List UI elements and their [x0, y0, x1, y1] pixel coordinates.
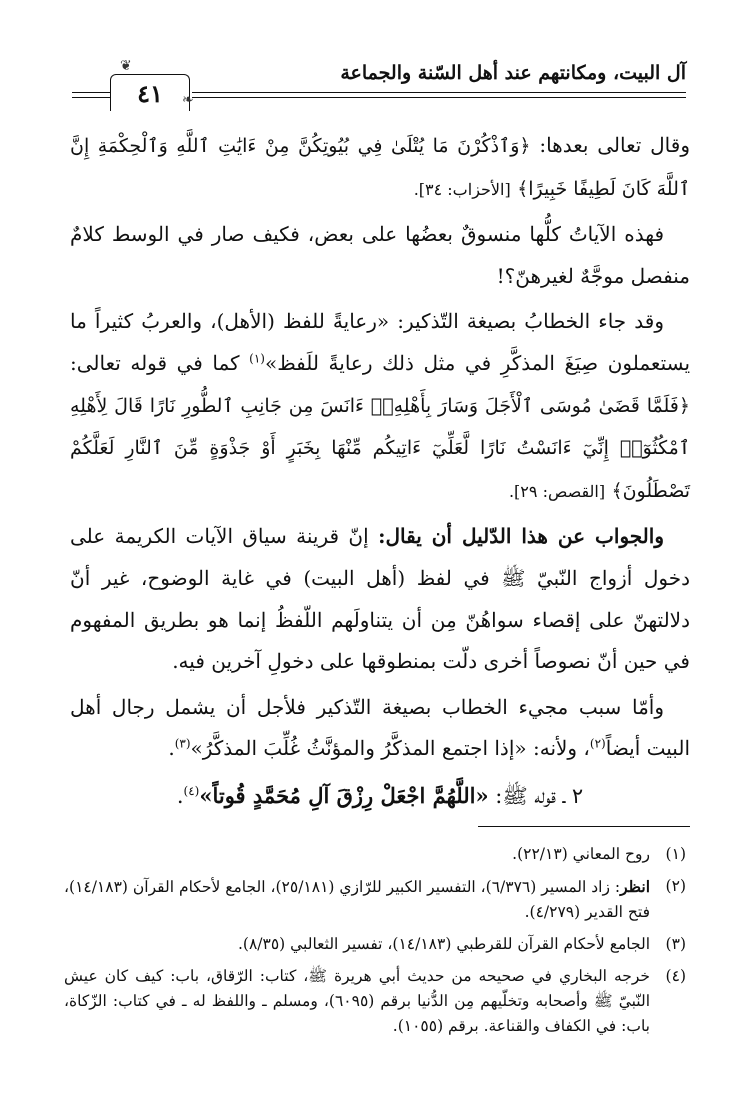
footnote	[64, 874, 686, 925]
paragraph-text: وأمّا سبب مجيء الخطاب بصيغة التّذكير فلأجل أن يشمل رجال أهل البيت أيضاً	[70, 694, 690, 761]
paragraph-text: وقال تعالى بعدها:	[530, 133, 690, 157]
paragraph-text: وقد جاء الخطابُ بصيغة التّذكير: «رعايةً للفظ (الأهل)، والعربُ كثيراً ما يستعملون صِيَغَ المذكَّرِ في مثل ذلك رعايةً للَفظ»	[70, 309, 691, 375]
page-header	[72, 56, 686, 112]
paragraph	[70, 687, 690, 770]
item-lead: ٢ ـ قوله ﷺ:	[488, 783, 584, 808]
footnote	[64, 932, 686, 957]
hadith-item	[70, 774, 690, 818]
footnote-text: خرجه البخاري في صحيحه من حديث أبي هريرة ﷺ، كتاب: الرّقاق، باب: كيف كان عيش النّبيّ ﷺ وأصحابه وتخلّيهم مِن الدُّنيا برقم (٦٠٩٥)، ومسلم ـ واللفظ له ـ في كتاب: الزّكاة، باب: في الكفاف والقناعة. برقم (١٠٥٥).	[64, 967, 651, 1035]
item-end: .	[176, 783, 184, 808]
paragraph-text: .	[168, 736, 175, 761]
footnote	[64, 842, 686, 867]
footnote-text	[64, 874, 650, 925]
footnote-body: : زاد المسير (٦/٣٧٦)، التفسير الكبير للرّازي (٢٥/١٨١)، الجامع لأحكام القرآن (١٤/١٨٣)، فتح القدير (٤/٢٧٩).	[64, 878, 650, 921]
paragraph-text: إنّ قرينة سياق الآيات الكريمة على دخول أزواج النّبيّ ﷺ في لفظ (أهل البيت) في غاية الوضوح، غير أنّ دلالتهنّ على إقصاء سواهُنّ مِن أن يتناولَهم اللّفظُ إنما هو بطريق المفهوم في حين أنّ نصوصاً أخرى دلّت بمنطوقها على دخولِ آخرين فيه.	[70, 524, 690, 674]
floral-ornament-icon: ❦	[120, 58, 132, 74]
footnote-text: الجامع لأحكام القرآن للقرطبي (١٤/١٨٣)، تفسير الثعالبي (٨/٣٥).	[237, 935, 650, 953]
header-rule	[72, 92, 110, 93]
page-number-frame	[110, 74, 190, 111]
footnote	[64, 964, 686, 1039]
footnote-number: (٣)	[665, 935, 686, 953]
paragraph: فهذه الآياتُ كلُّها منسوقٌ بعضُها على بعض، فكيف صار في الوسط كلامٌ منفصل موجَّهٌ لغيرهنّ؟!	[70, 222, 690, 288]
verse-reference: [الأحزاب: ٣٤].	[413, 179, 511, 199]
quran-verse: ﴿وَٱذْكُرْنَ مَا يُتْلَىٰ فِي بُيُوتِكُنَّ مِنْ ءَايَٰتِ ٱللَّهِ وَٱلْحِكْمَةِ إِنَّ ٱللَّهَ كَانَ لَطِيفًا خَبِيرًا﴾	[70, 135, 690, 200]
header-rule	[192, 97, 686, 98]
hadith-text: «اللَّهُمَّ اجْعَلْ رِزْقَ آلِ مُحَمَّدٍ قُوتاً»	[199, 782, 489, 808]
footnote-separator	[478, 826, 690, 827]
paragraph	[70, 301, 690, 512]
footnote-text: روح المعاني (٢٢/١٣).	[512, 845, 650, 863]
header-rule	[192, 92, 686, 93]
paragraph	[70, 125, 690, 210]
footnote-bold: انظر	[620, 877, 651, 896]
footnote-number: (٤)	[665, 967, 686, 985]
paragraph-text: كما في قوله تعالى:	[70, 350, 250, 375]
footnote-marker[interactable]: (٤)	[183, 783, 200, 798]
footnote-marker[interactable]: (١)	[249, 351, 265, 366]
floral-ornament-icon: ❧	[182, 92, 194, 108]
running-title: آل البيت، ومكانتهم عند أهل السّنة والجماعة	[340, 62, 686, 84]
footnote-number: (١)	[665, 845, 686, 863]
footnote-marker[interactable]: (٣)	[174, 736, 191, 751]
page-number: ٤١	[137, 78, 163, 108]
verse-reference: [القصص: ٢٩].	[508, 481, 606, 501]
paragraph-text: ، ولأنه: «إذا اجتمع المذكَّرُ والمؤنَّثُ غُلِّبَ المذكَّرُ»	[190, 736, 590, 761]
paragraph	[70, 516, 690, 682]
footnote-number: (٢)	[665, 877, 686, 895]
footnotes	[64, 842, 686, 1046]
header-rule	[72, 97, 110, 98]
quran-verse: ﴿فَلَمَّا قَضَىٰ مُوسَى ٱلْأَجَلَ وَسَارَ بِأَهْلِهِۦٓ ءَانَسَ مِن جَانِبِ ٱلطُّورِ نَارًا قَالَ لِأَهْلِهِ ٱمْكُثُوٓا۟ إِنِّيٓ ءَانَسْتُ نَارًا لَّعَلِّيٓ ءَاتِيكُم مِّنْهَا بِخَبَرٍ أَوْ جَذْوَةٍ مِّنَ ٱلنَّارِ لَعَلَّكُمْ تَصْطَلُونَ﴾	[70, 394, 690, 502]
answer-heading: والجواب عن هذا الدّليل أن يقال:	[378, 524, 664, 549]
footnote-marker[interactable]: (٢)	[589, 736, 606, 751]
main-text	[70, 125, 690, 818]
